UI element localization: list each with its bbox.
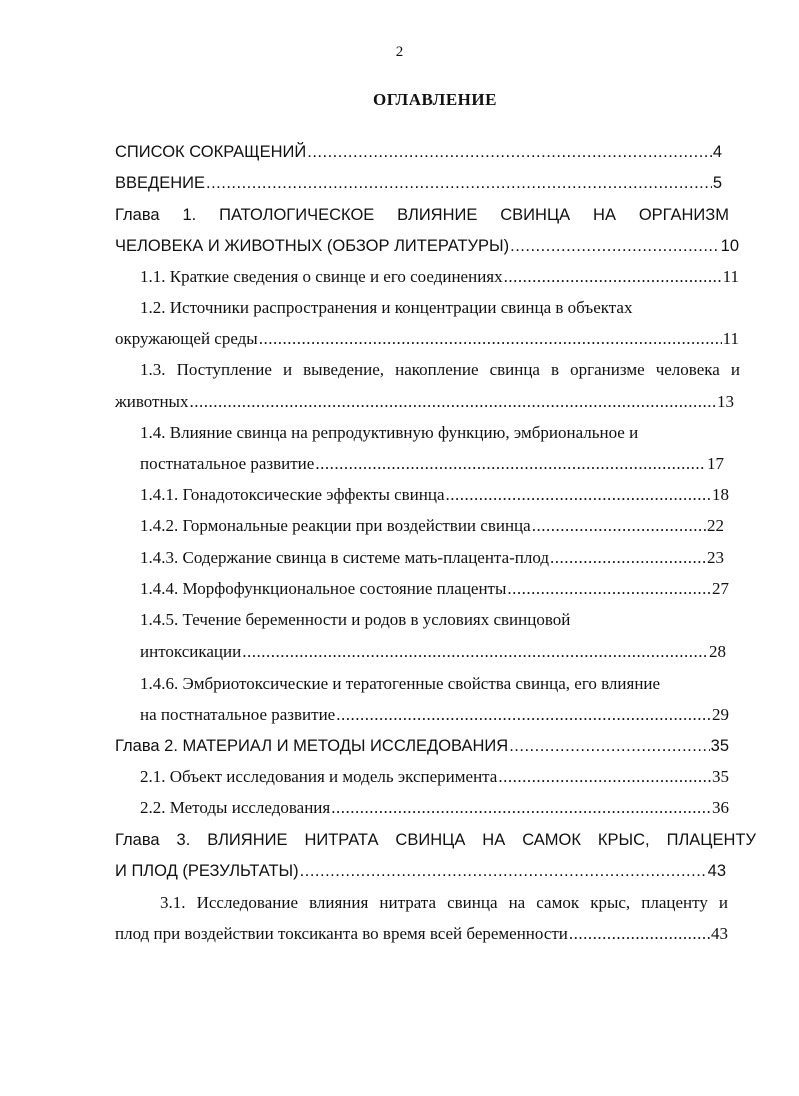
toc-page-number: 4: [712, 143, 722, 161]
toc-section-1-4-6-line-2[interactable]: [140, 703, 729, 727]
dot-leader: [331, 796, 711, 820]
dot-leader: [569, 922, 710, 946]
toc-page-number: 17: [707, 454, 724, 473]
toc-entry-text: 1.4.3. Содержание свинца в системе мать-плацента-плод: [140, 548, 550, 567]
toc-page-number: 11: [722, 329, 739, 348]
toc-page-number: 23: [707, 548, 724, 567]
dot-leader: [242, 640, 708, 664]
toc-entry-text: 1.4.4. Морфофункциональное состояние плаценты: [140, 579, 507, 598]
dot-leader: [498, 765, 711, 789]
toc-section-1-4-3[interactable]: [140, 546, 724, 570]
toc-page-number: 43: [711, 924, 728, 943]
toc-chapter-3-line-2[interactable]: [115, 859, 726, 883]
dot-leader: [510, 234, 720, 258]
toc-section-1-2-line-1[interactable]: 1.2. Источники распространения и концентрации свинца в объектах: [140, 298, 633, 317]
toc-page-number: 18: [712, 485, 729, 504]
toc-entry-introduction[interactable]: [115, 171, 722, 195]
toc-page-number: 11: [722, 267, 739, 286]
toc-entry-text: Глава 2. МАТЕРИАЛ И МЕТОДЫ ИССЛЕДОВАНИЯ: [115, 737, 509, 755]
toc-section-1-4-5-line-2[interactable]: [140, 640, 726, 664]
toc-entry-text: интоксикации: [140, 642, 242, 661]
toc-chapter-2[interactable]: [115, 734, 729, 758]
toc-section-1-4-4[interactable]: [140, 577, 729, 601]
toc-entry-text: ВВЕДЕНИЕ: [115, 174, 205, 192]
toc-section-1-4-line-2[interactable]: [140, 452, 724, 476]
toc-entry-text: плод при воздействии токсиканта во время всей беременности: [115, 924, 568, 943]
toc-chapter-1-line-1[interactable]: Глава 1. ПАТОЛОГИЧЕСКОЕ ВЛИЯНИЕ СВИНЦА НА ОРГАНИЗМ: [115, 206, 729, 224]
toc-entry-text: 2.2. Методы исследования: [140, 798, 331, 817]
toc-entry-text: 1.1. Краткие сведения о свинце и его соединениях: [140, 267, 503, 286]
toc-entry-text: И ПЛОД (РЕЗУЛЬТАТЫ): [115, 862, 299, 880]
toc-entry-text: 1.4.2. Гормональные реакции при воздействии свинца: [140, 516, 531, 535]
toc-page-number: 13: [717, 392, 734, 411]
toc-section-1-4-6-line-1[interactable]: 1.4.6. Эмбриотоксические и тератогенные свойства свинца, его влияние: [140, 674, 661, 693]
dot-leader: [507, 577, 711, 601]
toc-entry-abbreviations[interactable]: [115, 140, 722, 164]
dot-leader: [446, 483, 711, 507]
toc-section-2-1[interactable]: [140, 765, 729, 789]
dot-leader: [189, 390, 716, 414]
dot-leader: [307, 140, 712, 164]
toc-section-1-4-1[interactable]: [140, 483, 729, 507]
dot-leader: [206, 171, 712, 195]
toc-page-number: 43: [707, 862, 726, 880]
toc-entry-text: 2.1. Объект исследования и модель эксперимента: [140, 767, 498, 786]
dot-leader: [336, 703, 711, 727]
toc-page-number: 36: [712, 798, 729, 817]
page-number: 2: [395, 44, 404, 60]
dot-leader: [504, 265, 722, 289]
dot-leader: [315, 452, 706, 476]
toc-page-number: 35: [712, 767, 729, 786]
toc-page-number: 29: [712, 705, 729, 724]
page-title: ОГЛАВЛЕНИЕ: [373, 90, 497, 109]
toc-section-1-3-line-2[interactable]: [115, 390, 734, 414]
toc-section-3-1-line-2[interactable]: [115, 922, 728, 946]
toc-entry-text: ЧЕЛОВЕКА И ЖИВОТНЫХ (ОБЗОР ЛИТЕРАТУРЫ): [115, 237, 510, 255]
toc-section-1-4-line-1[interactable]: 1.4. Влияние свинца на репродуктивную функцию, эмбриональное и: [140, 423, 639, 442]
dot-leader: [550, 546, 706, 570]
dot-leader: [300, 859, 707, 883]
toc-section-1-2-line-2[interactable]: [115, 327, 739, 351]
toc-section-2-2[interactable]: [140, 796, 729, 820]
toc-chapter-1-line-2[interactable]: [115, 234, 739, 258]
dot-leader: [509, 734, 709, 758]
toc-section-1-4-2[interactable]: [140, 514, 724, 538]
toc-page-number: 22: [707, 516, 724, 535]
toc-page-number: 27: [712, 579, 729, 598]
toc-entry-text: СПИСОК СОКРАЩЕНИЙ: [115, 143, 307, 161]
toc-entry-text: постнатальное развитие: [140, 454, 315, 473]
toc-section-1-4-5-line-1[interactable]: 1.4.5. Течение беременности и родов в условиях свинцовой: [140, 610, 571, 629]
toc-page-number: 5: [712, 174, 722, 192]
toc-page-number: 35: [710, 737, 729, 755]
dot-leader: [532, 514, 706, 538]
toc-page-number: 28: [709, 642, 726, 661]
toc-entry-text: на постнатальное развитие: [140, 705, 336, 724]
toc-section-3-1-line-1[interactable]: 3.1. Исследование влияния нитрата свинца на самок крыс, плаценту и: [160, 893, 728, 912]
toc-page-number: 10: [720, 237, 739, 255]
dot-leader: [259, 327, 722, 351]
toc-entry-text: 1.4.1. Гонадотоксические эффекты свинца: [140, 485, 445, 504]
toc-section-1-1[interactable]: [140, 265, 739, 289]
toc-chapter-3-line-1[interactable]: Глава 3. ВЛИЯНИЕ НИТРАТА СВИНЦА НА САМОК КРЫС, ПЛАЦЕНТУ: [115, 831, 756, 849]
toc-entry-text: окружающей среды: [115, 329, 258, 348]
toc-section-1-3-line-1[interactable]: 1.3. Поступление и выведение, накопление свинца в организме человека и: [140, 360, 740, 379]
toc-entry-text: животных: [115, 392, 189, 411]
